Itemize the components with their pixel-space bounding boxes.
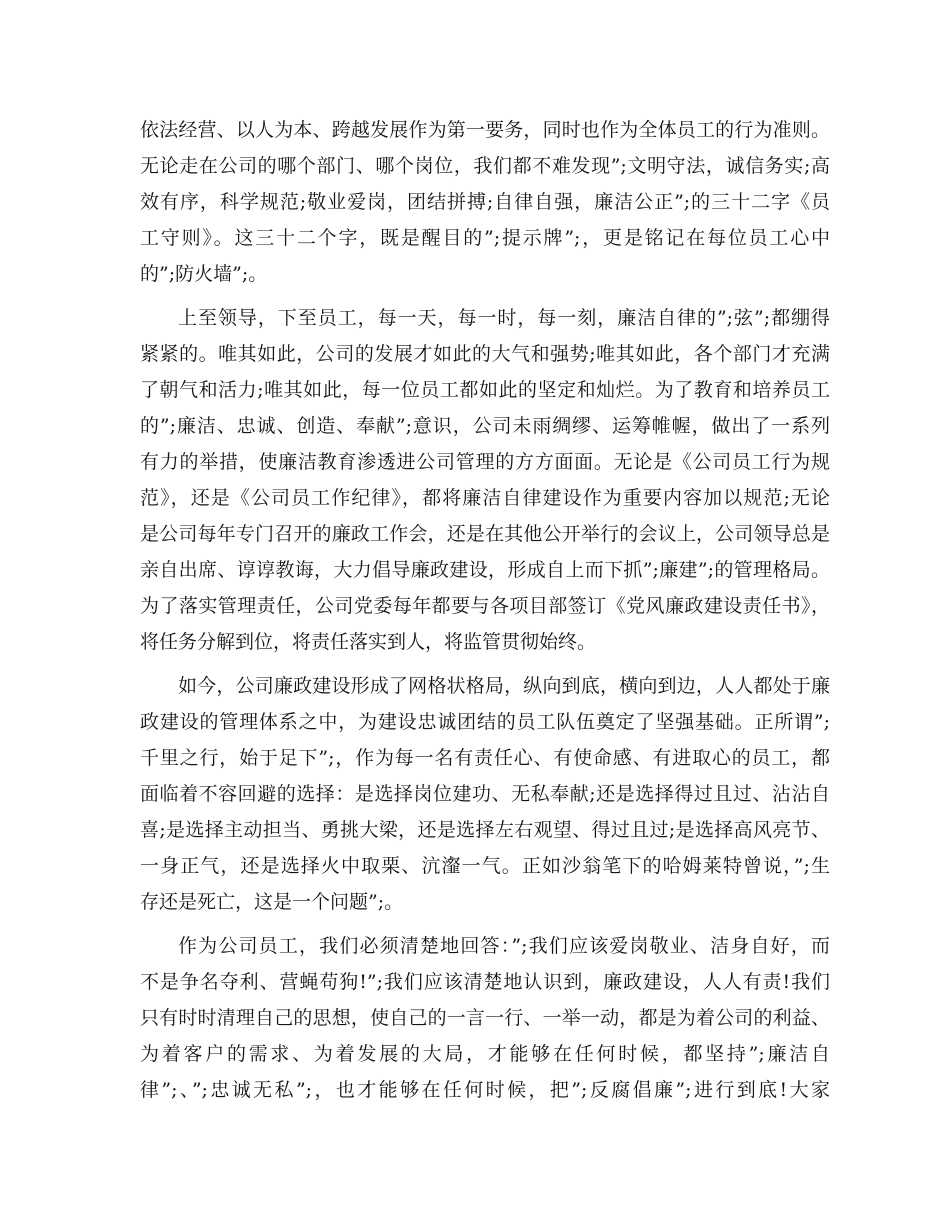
text-line: 律”;、”;忠诚无私”;，也才能够在任何时候，把”;反腐倡廉”;进行到底!大家 bbox=[140, 1079, 830, 1101]
text-line: 是公司每年专门召开的廉政工作会，还是在其他公开举行的会议上，公司领导总是 bbox=[140, 523, 830, 545]
document-body bbox=[140, 112, 830, 1108]
text-line: 为了落实管理责任，公司党委每年都要与各项目部签订《党风廉政建设责任书》， bbox=[140, 595, 830, 617]
text-line: 依法经营、以人为本、跨越发展作为第一要务，同时也作为全体员工的行为准则。 bbox=[140, 119, 830, 141]
text-line: 的”;廉洁、忠诚、创造、奉献”;意识，公司未雨绸缪、运筹帷幄，做出了一系列 bbox=[140, 415, 830, 437]
text-line: 存还是死亡，这是一个问题”;。 bbox=[140, 891, 404, 913]
paragraph-4 bbox=[140, 928, 830, 1108]
text-line: 一身正气，还是选择火中取栗、沆瀣一气。正如沙翁笔下的哈姆莱特曾说，”;生 bbox=[140, 855, 830, 877]
text-line: 有力的举措，使廉洁教育渗透进公司管理的方方面面。无论是《公司员工行为规 bbox=[140, 451, 830, 473]
text-line: 不是争名夺利、营蝇苟狗!”;我们应该清楚地认识到，廉政建设，人人有责!我们 bbox=[140, 971, 830, 993]
text-line: 作为公司员工，我们必须清楚地回答：”;我们应该爱岗敬业、洁身自好，而 bbox=[178, 935, 830, 957]
text-line: 亲自出席、谆谆教诲，大力倡导廉政建设，形成自上而下抓”;廉建”;的管理格局。 bbox=[140, 559, 830, 581]
text-line: 无论走在公司的哪个部门、哪个岗位，我们都不难发现”;文明守法，诚信务实;高 bbox=[140, 155, 830, 177]
text-line: 只有时时清理自己的思想，使自己的一言一行、一举一动，都是为着公司的利益、 bbox=[140, 1007, 830, 1029]
text-line: 紧紧的。唯其如此，公司的发展才如此的大气和强势;唯其如此，各个部门才充满 bbox=[140, 343, 830, 365]
text-line: 如今，公司廉政建设形成了网格状格局，纵向到底，横向到边，人人都处于廉 bbox=[178, 675, 830, 697]
paragraph-1 bbox=[140, 112, 830, 292]
text-line: 政建设的管理体系之中，为建设忠诚团结的员工队伍奠定了坚强基础。正所谓”; bbox=[140, 711, 830, 733]
text-line: 千里之行，始于足下”;，作为每一名有责任心、有使命感、有进取心的员工，都 bbox=[140, 747, 830, 769]
text-line: 喜;是选择主动担当、勇挑大梁，还是选择左右观望、得过且过;是选择高风亮节、 bbox=[140, 819, 830, 841]
text-line: 效有序，科学规范;敬业爱岗，团结拼搏;自律自强，廉洁公正”;的三十二字《员 bbox=[140, 191, 830, 213]
paragraph-3 bbox=[140, 668, 830, 920]
text-line: 了朝气和活力;唯其如此，每一位员工都如此的坚定和灿烂。为了教育和培养员工 bbox=[140, 379, 830, 401]
text-line: 上至领导，下至员工，每一天，每一时，每一刻，廉洁自律的”;弦”;都绷得 bbox=[178, 307, 830, 329]
text-line: 将任务分解到位，将责任落实到人，将监管贯彻始终。 bbox=[140, 631, 597, 653]
text-line: 为着客户的需求、为着发展的大局，才能够在任何时候，都坚持”;廉洁自 bbox=[140, 1043, 830, 1065]
text-line: 面临着不容回避的选择：是选择岗位建功、无私奉献;还是选择得过且过、沾沾自 bbox=[140, 783, 830, 805]
text-line: 的”;防火墙”;。 bbox=[140, 263, 268, 285]
text-line: 范》，还是《公司员工作纪律》，都将廉洁自律建设作为重要内容加以规范;无论 bbox=[140, 487, 830, 509]
text-line: 工守则》。这三十二个字，既是醒目的”;提示牌”;，更是铭记在每位员工心中 bbox=[140, 227, 830, 249]
paragraph-2 bbox=[140, 300, 830, 660]
